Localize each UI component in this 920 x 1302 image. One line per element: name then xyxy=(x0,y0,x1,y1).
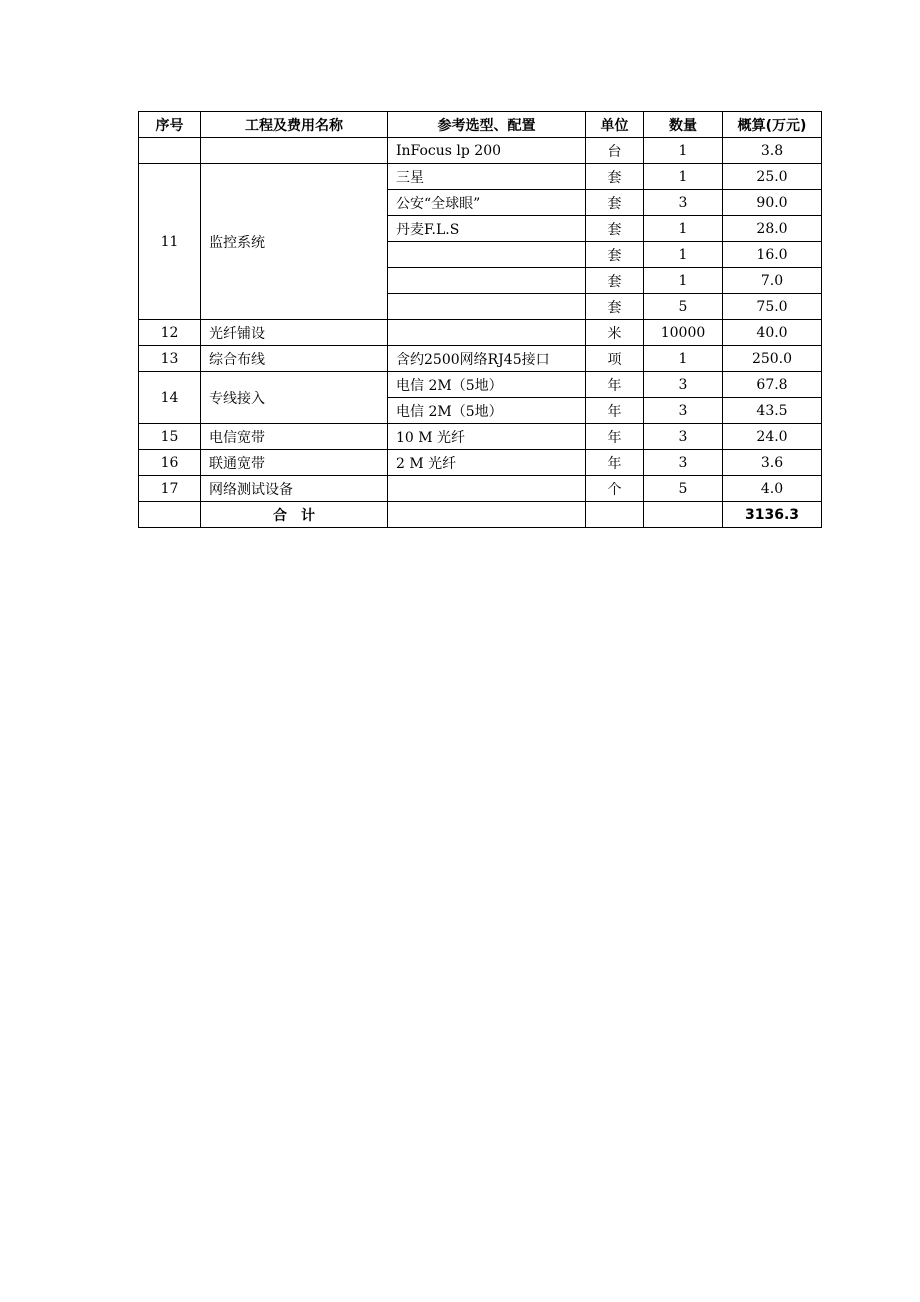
cell-budget: 25.0 xyxy=(723,164,822,190)
total-budget: 3136.3 xyxy=(723,502,822,528)
cell-name xyxy=(201,138,388,164)
cell-qty: 3 xyxy=(644,190,723,216)
header-name: 工程及费用名称 xyxy=(201,112,388,138)
cell-unit: 项 xyxy=(586,346,644,372)
cell-qty: 5 xyxy=(644,294,723,320)
cell-qty xyxy=(644,502,723,528)
cell-name: 专线接入 xyxy=(201,372,388,424)
cell-unit: 套 xyxy=(586,190,644,216)
cell-qty: 1 xyxy=(644,346,723,372)
cell-name: 综合布线 xyxy=(201,346,388,372)
header-budget: 概算(万元) xyxy=(723,112,822,138)
cell-unit: 套 xyxy=(586,242,644,268)
cell-qty: 3 xyxy=(644,424,723,450)
cell-qty: 1 xyxy=(644,138,723,164)
cell-budget: 40.0 xyxy=(723,320,822,346)
table-row xyxy=(139,346,822,372)
cell-budget: 75.0 xyxy=(723,294,822,320)
cell-name: 网络测试设备 xyxy=(201,476,388,502)
cell-ref xyxy=(388,242,586,268)
table-row xyxy=(139,424,822,450)
cell-budget: 3.8 xyxy=(723,138,822,164)
cell-budget: 7.0 xyxy=(723,268,822,294)
cell-ref xyxy=(388,476,586,502)
cell-budget: 250.0 xyxy=(723,346,822,372)
cell-budget: 4.0 xyxy=(723,476,822,502)
cell-qty: 1 xyxy=(644,268,723,294)
cell-no: 17 xyxy=(139,476,201,502)
cell-unit: 套 xyxy=(586,294,644,320)
cell-budget: 67.8 xyxy=(723,372,822,398)
cell-qty: 1 xyxy=(644,164,723,190)
cell-budget: 3.6 xyxy=(723,450,822,476)
cell-ref: 含约2500网络RJ45接口 xyxy=(388,346,586,372)
cell-no: 13 xyxy=(139,346,201,372)
cell-ref: 10 M 光纤 xyxy=(388,424,586,450)
cell-budget: 43.5 xyxy=(723,398,822,424)
cell-unit: 年 xyxy=(586,398,644,424)
cell-name: 联通宽带 xyxy=(201,450,388,476)
cell-ref xyxy=(388,294,586,320)
cell-qty: 3 xyxy=(644,398,723,424)
cell-budget: 16.0 xyxy=(723,242,822,268)
table-row xyxy=(139,476,822,502)
cell-no: 12 xyxy=(139,320,201,346)
cell-unit: 米 xyxy=(586,320,644,346)
cell-no: 14 xyxy=(139,372,201,424)
table-row xyxy=(139,164,822,190)
cell-budget: 90.0 xyxy=(723,190,822,216)
cell-no: 15 xyxy=(139,424,201,450)
cell-unit: 套 xyxy=(586,216,644,242)
cell-no: 11 xyxy=(139,164,201,320)
cell-unit: 年 xyxy=(586,450,644,476)
header-unit: 单位 xyxy=(586,112,644,138)
cell-no: 16 xyxy=(139,450,201,476)
budget-table xyxy=(138,111,822,528)
cell-ref: InFocus lp 200 xyxy=(388,138,586,164)
cell-unit: 个 xyxy=(586,476,644,502)
cell-ref: 电信 2M（5地） xyxy=(388,398,586,424)
cell-unit: 台 xyxy=(586,138,644,164)
header-row xyxy=(139,112,822,138)
cell-no xyxy=(139,502,201,528)
header-ref: 参考选型、配置 xyxy=(388,112,586,138)
cell-ref: 公安“全球眼” xyxy=(388,190,586,216)
cell-qty: 1 xyxy=(644,216,723,242)
total-label: 合 计 xyxy=(201,502,388,528)
cell-qty: 3 xyxy=(644,450,723,476)
cell-qty: 5 xyxy=(644,476,723,502)
cell-budget: 24.0 xyxy=(723,424,822,450)
header-no: 序号 xyxy=(139,112,201,138)
table-row xyxy=(139,450,822,476)
cell-name: 光纤铺设 xyxy=(201,320,388,346)
header-qty: 数量 xyxy=(644,112,723,138)
cell-ref: 丹麦F.L.S xyxy=(388,216,586,242)
cell-unit: 套 xyxy=(586,268,644,294)
cell-name: 电信宽带 xyxy=(201,424,388,450)
cell-unit: 套 xyxy=(586,164,644,190)
cell-qty: 3 xyxy=(644,372,723,398)
table-row xyxy=(139,138,822,164)
cell-qty: 1 xyxy=(644,242,723,268)
cell-ref xyxy=(388,320,586,346)
cell-ref: 电信 2M（5地） xyxy=(388,372,586,398)
cell-unit xyxy=(586,502,644,528)
table-row xyxy=(139,372,822,398)
cell-qty: 10000 xyxy=(644,320,723,346)
cell-unit: 年 xyxy=(586,372,644,398)
cell-ref xyxy=(388,502,586,528)
cell-unit: 年 xyxy=(586,424,644,450)
cell-ref: 2 M 光纤 xyxy=(388,450,586,476)
table-row xyxy=(139,320,822,346)
cell-ref: 三星 xyxy=(388,164,586,190)
total-row xyxy=(139,502,822,528)
cell-name: 监控系统 xyxy=(201,164,388,320)
cell-budget: 28.0 xyxy=(723,216,822,242)
cell-ref xyxy=(388,268,586,294)
cell-no xyxy=(139,138,201,164)
